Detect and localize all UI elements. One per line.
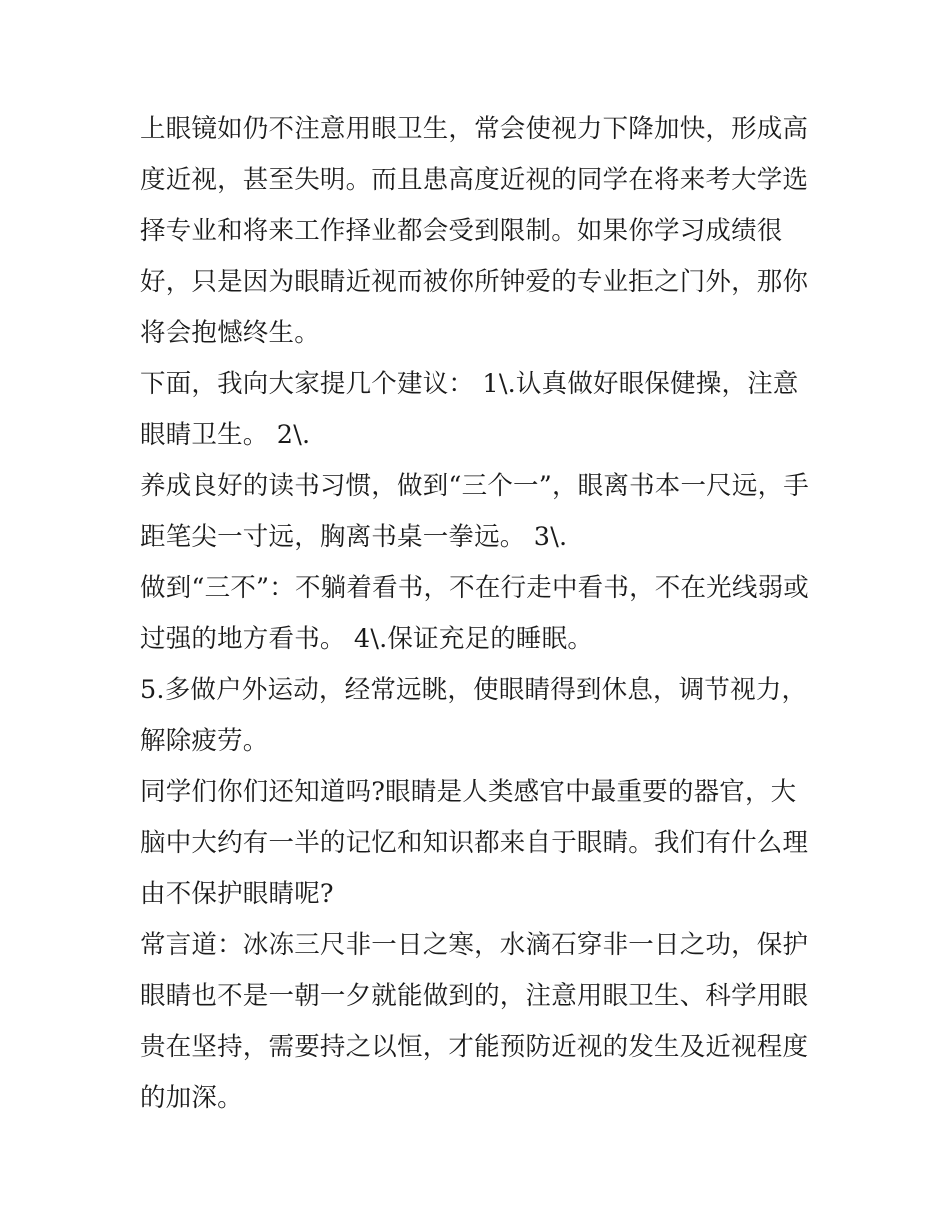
paragraph-eye-hygiene-warning: 上眼镜如仍不注意用眼卫生，常会使视力下降加快，形成高度近视，甚至失明。而且患高度近视的同学在将来考大学选择专业和将来工作择业都会受到限制。如果你学习成绩很好，只是因为眼睛近视而被你所钟爱的专业拒之门外，那你将会抱憾终生。 bbox=[140, 114, 809, 348]
paragraph-reading-habits: 养成良好的读书习惯，做到“三个一”，眼离书本一尺远，手距笔尖一寸远，胸离书桌一拳远。 3\. bbox=[140, 471, 809, 552]
paragraph-suggestions-intro: 下面，我向大家提几个建议： 1\.认真做好眼保健操，注意眼睛卫生。 2\. bbox=[140, 369, 799, 450]
paragraph-outdoor-exercise: 5.多做户外运动，经常远眺，使眼睛得到休息，调节视力，解除疲劳。 bbox=[140, 675, 808, 756]
paragraph-persistence: 常言道：冰冻三尺非一日之寒，水滴石穿非一日之功，保护眼睛也不是一朝一夕就能做到的，注意用眼卫生、科学用眼贵在坚持，需要持之以恒，才能预防近视的发生及近视程度的加深。 bbox=[140, 930, 809, 1113]
paragraph-eye-importance: 同学们你们还知道吗?眼睛是人类感官中最重要的器官，大脑中大约有一半的记忆和知识都来自于眼睛。我们有什么理由不保护眼睛呢? bbox=[140, 777, 809, 909]
document-body bbox=[140, 104, 820, 1124]
paragraph-three-dont: 做到“三不”：不躺着看书，不在行走中看书，不在光线弱或过强的地方看书。 4\.保证充足的睡眠。 bbox=[140, 573, 809, 654]
